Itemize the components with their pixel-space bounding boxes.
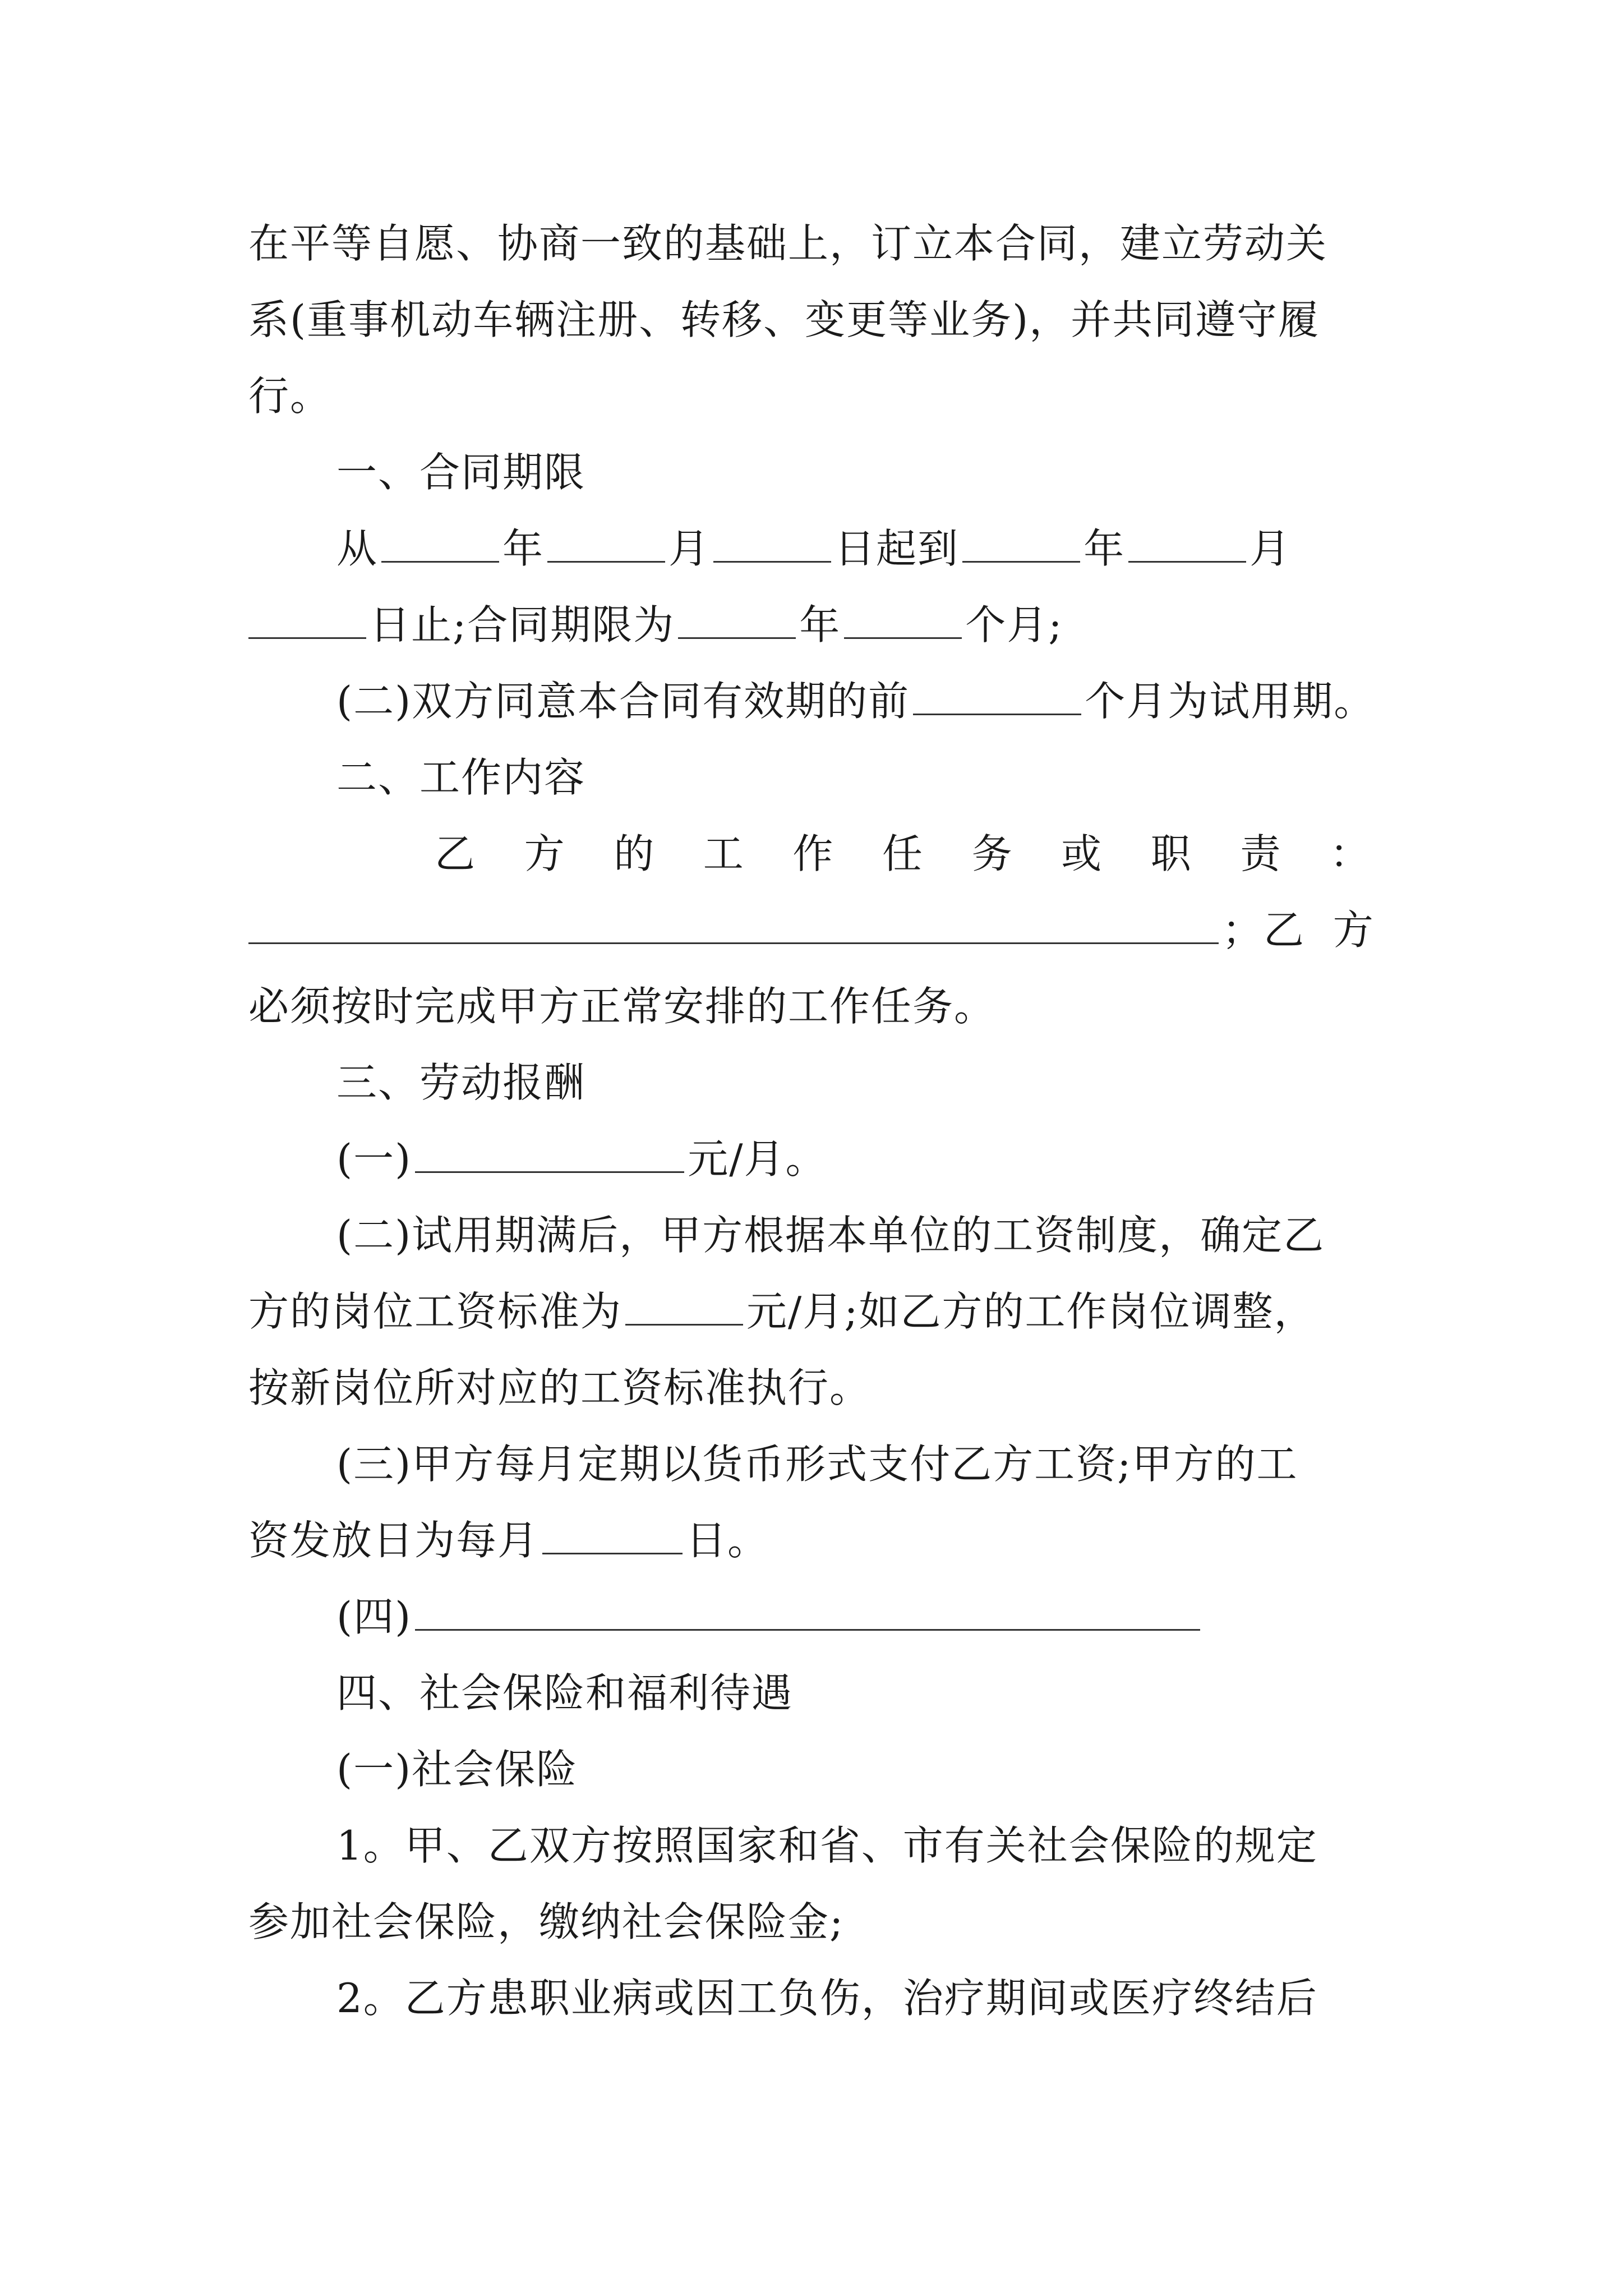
pay-item-3-prefix: 资发放日为每月 — [248, 1517, 540, 1564]
pay-item-2-suffix: 元/月;如乙方的工作岗位调整， — [746, 1288, 1316, 1335]
trial-months-blank — [913, 678, 1081, 715]
duty-char: 责 — [1240, 830, 1282, 877]
duty-line-2 — [248, 903, 1376, 957]
payday-blank — [542, 1517, 683, 1554]
duty-line-3: 必须按时完成甲方正常安排的工作任务。 — [248, 983, 996, 1030]
period-years-blank — [678, 601, 796, 639]
pay-item-1-suffix: 元/月。 — [688, 1135, 827, 1182]
trial-suffix: 个月为试用期。 — [1085, 678, 1376, 725]
intro-line-1: 在平等自愿、协商一致的基础上，订立本合同，建立劳动关 — [248, 220, 1328, 267]
end-month-blank — [1128, 525, 1246, 563]
duty-char: 乙 — [435, 830, 477, 877]
section-4-heading: 四、社会保险和福利待遇 — [336, 1669, 794, 1717]
year-label: 年 — [799, 601, 841, 648]
section-3-heading: 三、劳动报酬 — [336, 1059, 586, 1106]
trial-period-line — [336, 674, 1376, 728]
duty-char: 职 — [1150, 830, 1192, 877]
duty-char: ： — [1329, 830, 1371, 877]
pay-item-4-prefix: (四) — [336, 1593, 412, 1640]
duty-line-1 — [435, 827, 1371, 881]
social-insurance-heading: (一)社会保险 — [336, 1746, 578, 1793]
duty-char: 工 — [703, 830, 745, 877]
pay-item-4 — [336, 1590, 1376, 1644]
insurance-item-2-line-1: 2。乙方患职业病或因工负伤，治疗期间或医疗终结后 — [336, 1975, 1318, 2022]
pay-item-2-line-3: 按新岗位所对应的工资标准执行。 — [248, 1364, 872, 1411]
year-label: 年 — [502, 525, 545, 572]
monthly-pay-blank — [415, 1135, 684, 1173]
intro-line-3: 行。 — [248, 372, 332, 420]
pay-item-3-line-1: (三)甲方每月定期以货币形式支付乙方工资;甲方的工 — [336, 1441, 1298, 1488]
duty-line-2-suffix: ；乙 方 — [1222, 907, 1375, 954]
duty-char: 方 — [524, 830, 566, 877]
post-salary-blank — [625, 1288, 743, 1326]
month-label: 月 — [1249, 525, 1292, 572]
duty-char: 的 — [614, 830, 656, 877]
section-2-heading: 二、工作内容 — [336, 754, 586, 801]
duty-blank — [248, 907, 1219, 944]
start-month-blank — [547, 525, 665, 563]
pay-item-2-prefix: 方的岗位工资标准为 — [248, 1288, 623, 1335]
end-day-blank — [248, 601, 366, 639]
start-day-blank — [713, 525, 831, 563]
period-end-label: 日止;合同期限为 — [370, 601, 675, 648]
day-to-label: 日起到 — [834, 525, 960, 572]
end-year-blank — [962, 525, 1080, 563]
duty-char: 任 — [882, 830, 924, 877]
month-label: 月 — [668, 525, 711, 572]
months-label: 个月; — [965, 601, 1063, 648]
intro-line-2: 系(重事机动车辆注册、转移、变更等业务)，并共同遵守履 — [248, 296, 1320, 343]
pay-item-2-line-1: (二)试用期满后，甲方根据本单位的工资制度，确定乙 — [336, 1212, 1325, 1259]
pay-item-1-prefix: (一) — [336, 1135, 412, 1182]
insurance-item-1-line-2: 参加社会保险，缴纳社会保险金; — [248, 1898, 845, 1945]
year-label: 年 — [1083, 525, 1126, 572]
duty-char: 或 — [1061, 830, 1103, 877]
duty-char: 作 — [792, 830, 834, 877]
pay-item-4-blank — [415, 1593, 1200, 1631]
contract-period-line-1 — [336, 522, 1376, 576]
trial-prefix: (二)双方同意本合同有效期的前 — [336, 678, 910, 725]
contract-period-line-2 — [248, 598, 1376, 652]
pay-item-3-line-2 — [248, 1513, 1376, 1567]
pay-item-3-suffix: 日。 — [686, 1517, 769, 1564]
period-from-label: 从 — [336, 525, 379, 572]
pay-item-2-line-2 — [248, 1285, 1376, 1338]
section-1-heading: 一、合同期限 — [336, 449, 586, 496]
duty-char: 务 — [971, 830, 1013, 877]
insurance-item-1-line-1: 1。甲、乙双方按照国家和省、市有关社会保险的规定 — [336, 1822, 1318, 1869]
start-year-blank — [381, 525, 499, 563]
pay-item-1 — [336, 1132, 1376, 1186]
period-months-blank — [844, 601, 962, 639]
